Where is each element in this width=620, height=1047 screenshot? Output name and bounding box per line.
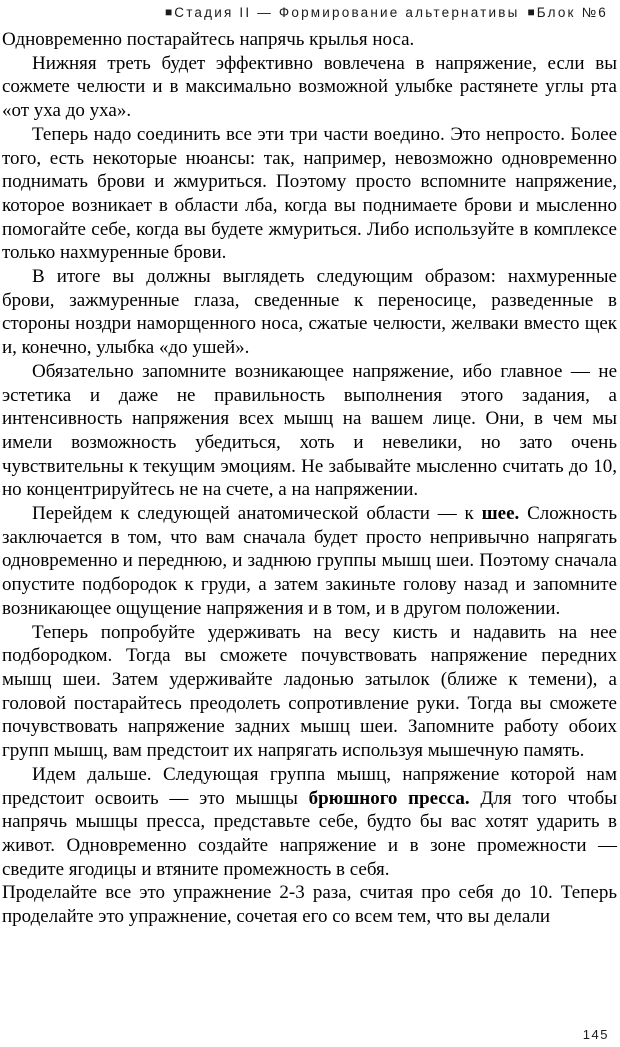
text-segment: Одновременно постарайтесь напрячь крылья носа. <box>2 29 415 50</box>
text-segment: Теперь надо соединить все эти три части воедино. Это непросто. Более того, есть некоторые нюансы: так, например, невозможно одновременно поднимать брови и жмуриться. Поэтому просто вспомните напряжение, которое возникает в области лба, когда вы поднимаете брови и мысленно помогайте себе, когда вы будете жмуриться. Либо используйте в комплексе только нахмуренные брови. <box>2 123 617 264</box>
paragraph <box>2 763 617 882</box>
text-segment: Перейдем к следующей анатомической области — к <box>32 503 482 525</box>
text-segment: Для того чтобы напрячь мышцы пресса, представьте себе, будто бы вас хотят ударить в живот. Одновременно создайте напряжение и в зоне промежности — сведите ягодицы и втяните промежность в себя. <box>2 787 618 880</box>
text-segment: Сложность заключается в том, что вам сначала будет просто непривычно напрягать одновременно и переднюю, и заднюю группы мышц шеи. Поэтому сначала опустите подбородок к груди, а затем закиньте голову назад и запомните возникающее ощущение напряжения и в том, и в другом положении. <box>2 503 617 619</box>
square-bullet-icon: ■ <box>165 5 173 19</box>
text-segment: Нижняя треть будет эффективно вовлечена в напряжение, если вы сожмете челюсти и в максимально возможной улыбке растянете углы рта «от уха до уха». <box>2 52 617 122</box>
text-segment: Проделайте все это упражнение 2-3 раза, считая про себя до 10. Теперь проделайте это упражнение, сочетая его со всем тем, что вы делали <box>2 882 617 928</box>
page-footer <box>583 1027 609 1042</box>
paragraph <box>2 123 617 265</box>
bold-term: шее. <box>481 503 520 525</box>
paragraph <box>2 881 617 928</box>
bold-term: брюшного пресса. <box>308 787 470 809</box>
text-segment: Обязательно запомните возникающее напряжение, ибо главное — не эстетика и даже не правильность выполнения этого задания, а интенсивность напряжения всех мышц на вашем лице. Они, в чем мы имели возможность убедиться, хоть и невелики, но зато очень чувствительны к текущим эмоциям. Не забывайте мысленно считать до 10, но концентрируйтесь не на счете, а на напряжении. <box>2 360 617 501</box>
paragraph <box>2 52 617 123</box>
page-header <box>0 0 620 20</box>
paragraph <box>2 621 617 763</box>
paragraph <box>2 28 617 52</box>
page-number: 145 <box>582 1027 609 1042</box>
page-body <box>0 20 620 929</box>
header-block-label: Блок №6 <box>536 5 608 20</box>
square-bullet-icon: ■ <box>527 5 535 19</box>
text-segment: Идем дальше. Следующая группа мышц, напряжение которой нам предстоит освоить — это мышцы <box>2 763 617 809</box>
paragraph <box>2 265 617 360</box>
text-segment: Теперь попробуйте удерживать на весу кисть и надавить на нее подбородком. Тогда вы сможете почувствовать напряжение передних мышц шеи. Затем удерживайте ладонью затылок (ближе к темени), а головой постарайтесь преодолеть сопротивление руки. Тогда вы сможете почувствовать напряжение задних мышц шеи. Запомните работу обоих групп мышц, вам предстоит их напрягать используя мышечную память. <box>2 621 617 762</box>
paragraph <box>2 502 617 621</box>
paragraph <box>2 360 617 502</box>
text-segment: В итоге вы должны выглядеть следующим образом: нахмуренные брови, зажмуренные глаза, сведенные к переносице, разведенные в стороны ноздри наморщенного носа, сжатые челюсти, желваки вместо щек и, конечно, улыбка «до ушей». <box>2 266 617 359</box>
header-stage-title: Стадия II — Формирование альтернативы <box>174 5 520 20</box>
